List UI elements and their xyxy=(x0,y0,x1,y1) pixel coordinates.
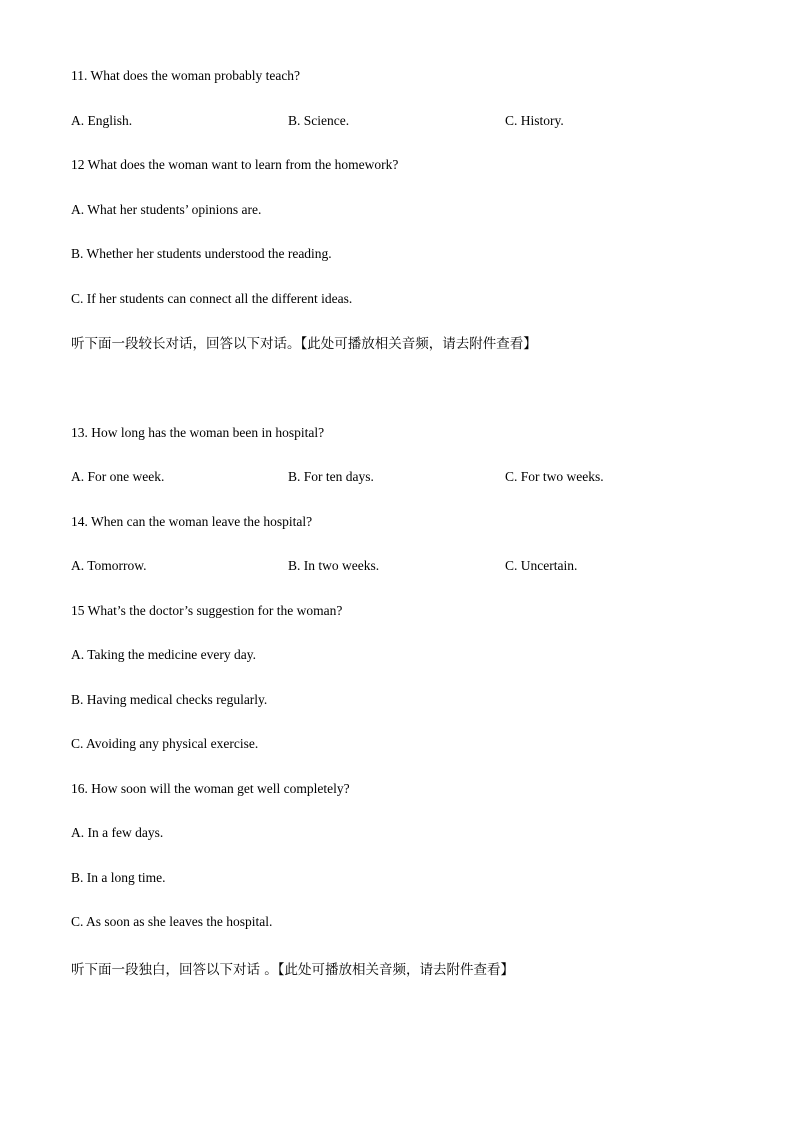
option-16-b: B. In a long time. xyxy=(71,870,166,885)
question-13-options xyxy=(71,469,731,485)
option-11-b: B. Science. xyxy=(288,113,350,128)
question-11-options xyxy=(71,113,731,129)
option-16-a: A. In a few days. xyxy=(71,825,164,840)
question-11: 11. What does the woman probably teach? xyxy=(71,68,301,83)
instruction-monologue: 听下面一段独白，回答以下对话 。【此处可播放相关音频，请去附件查看】 xyxy=(71,962,515,978)
instruction-dialogue: 听下面一段较长对话，回答以下对话。【此处可播放相关音频，请去附件查看】 xyxy=(71,336,537,352)
option-15-c: C. Avoiding any physical exercise. xyxy=(71,736,259,751)
question-13: 13. How long has the woman been in hospital? xyxy=(71,425,325,440)
question-14: 14. When can the woman leave the hospital? xyxy=(71,514,313,529)
option-16-c: C. As soon as she leaves the hospital. xyxy=(71,914,273,929)
option-15-a: A. Taking the medicine every day. xyxy=(71,647,256,662)
option-12-a: A. What her students’ opinions are. xyxy=(71,202,262,217)
option-11-a: A. English. xyxy=(71,113,133,128)
option-12-c: C. If her students can connect all the different ideas. xyxy=(71,291,353,306)
option-13-b: B. For ten days. xyxy=(288,469,374,484)
option-15-b: B. Having medical checks regularly. xyxy=(71,692,268,707)
option-13-c: C. For two weeks. xyxy=(505,469,604,484)
question-16: 16. How soon will the woman get well completely? xyxy=(71,781,350,796)
option-14-b: B. In two weeks. xyxy=(288,558,380,573)
question-12: 12 What does the woman want to learn from the homework? xyxy=(71,157,399,172)
option-12-b: B. Whether her students understood the reading. xyxy=(71,246,332,261)
option-14-a: A. Tomorrow. xyxy=(71,558,147,573)
option-11-c: C. History. xyxy=(505,113,564,128)
option-14-c: C. Uncertain. xyxy=(505,558,578,573)
question-14-options xyxy=(71,558,731,574)
question-15: 15 What’s the doctor’s suggestion for the woman? xyxy=(71,603,343,618)
option-13-a: A. For one week. xyxy=(71,469,165,484)
